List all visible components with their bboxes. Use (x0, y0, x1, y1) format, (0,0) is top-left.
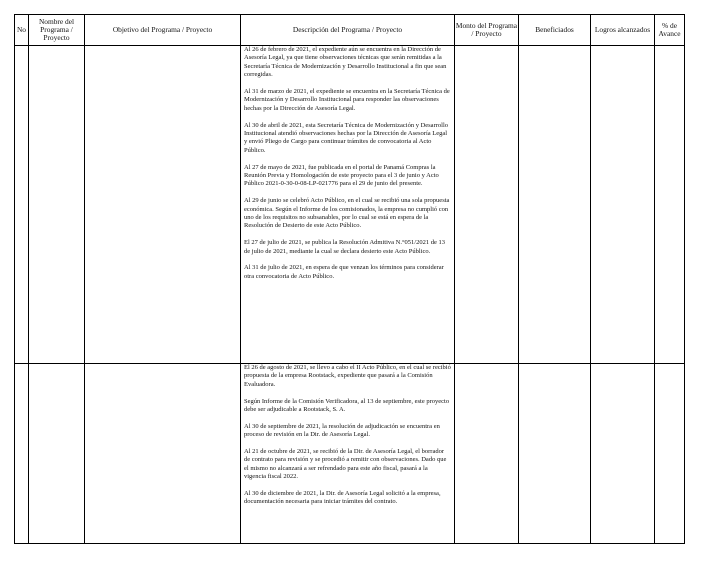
cell-logros (591, 364, 655, 544)
header-beneficiados: Beneficiados (519, 15, 591, 46)
header-nombre: Nombre del Programa / Proyecto (29, 15, 85, 46)
cell-beneficiados (519, 46, 591, 364)
description-paragraph: Al 31 de julio de 2021, en espera de que venzan los términos para considerar otra convocatoria de Acto Público. (244, 264, 444, 280)
cell-no (15, 46, 29, 364)
program-table (14, 14, 685, 544)
table-row (15, 46, 685, 364)
cell-avance (655, 364, 685, 544)
cell-monto (455, 46, 519, 364)
cell-nombre (29, 364, 85, 544)
cell-nombre (29, 46, 85, 364)
description-paragraph: Al 30 de abril de 2021, esta Secretaría Técnica de Modernización y Desarrollo Institucional atendió observaciones hechas por la Dirección de Asesoría Legal y envió Pliego de Cargo para continuar trámites de convocatoria al Acto Público. (244, 121, 449, 154)
cell-monto (455, 364, 519, 544)
cell-objetivo (85, 364, 241, 544)
cell-objetivo (85, 46, 241, 364)
description-paragraph: Al 21 de octubre de 2021, se recibió de la Dir. de Asesoría Legal, el borrador de contrato para revisión y se procedió a remitir con observaciones. Dado que el mismo no alcanzará a ser refrendado para este año fiscal, pasará a la vigencia fiscal 2022. (244, 448, 447, 481)
header-avance: % de Avance (655, 15, 685, 46)
header-row (15, 15, 685, 46)
header-descripcion: Descripción del Programa / Proyecto (241, 15, 455, 46)
header-no: No (15, 15, 29, 46)
header-monto: Monto del Programa / Proyecto (455, 15, 519, 46)
table-row (15, 364, 685, 544)
cell-logros (591, 46, 655, 364)
description-paragraph: Según Informe de la Comisión Verificadora, al 13 de septiembre, este proyecto debe ser adjudicable a Rootstack, S. A. (244, 397, 450, 414)
cell-avance (655, 46, 685, 364)
cell-descripcion (241, 364, 455, 544)
header-objetivo: Objetivo del Programa / Proyecto (85, 15, 241, 46)
header-logros: Logros alcanzados (591, 15, 655, 46)
description-paragraph: El 26 de agosto de 2021, se llevo a cabo el II Acto Público, en el cual se recibió propuesta de la empresa Rootstack, expediente que pasará a la Comisión Evaluadora. (244, 364, 451, 388)
description-paragraph: Al 29 de junio se celebró Acto Público, en el cual se recibió una sola propuesta económica. Según el Informe de los comisionados, la empresa no cumplió con uno de los requisitos no subsanables, por lo cual se está en espera de la Resolución de Desierto de este Acto Público. (244, 197, 450, 230)
cell-no (15, 364, 29, 544)
cell-descripcion (241, 46, 455, 364)
description-paragraph: Al 31 de marzo de 2021, el expediente se encuentra en la Secretaría Técnica de Modernización y Desarrollo Institucional para responder las observaciones hechas por la Dirección de Asesoría Legal. (244, 88, 450, 112)
cell-beneficiados (519, 364, 591, 544)
description-paragraph: El 27 de julio de 2021, se publica la Resolución Admitiva N.°051/2021 de 13 de julio de 2021, mediante la cual se declara desierto este Acto Público. (244, 239, 446, 255)
description-paragraph: Al 30 de septiembre de 2021, la resolución de adjudicación se encuentra en proceso de revisión en la Dir. de Asesoría Legal. (244, 422, 440, 439)
description-paragraph: Al 27 de mayo de 2021, fue publicada en el portal de Panamá Compras la Reunión Previa y Homologación de este proyecto para el 3 de junio y Acto Público 2021-0-30-0-08-LP-021776 para el 29 de junio del presente. (244, 163, 439, 188)
description-paragraph: Al 26 de febrero de 2021, el expediente aún se encuentra en la Dirección de Asesoría Legal, ya que tiene observaciones técnicas que serán remitidas a la Secretaría Técnica de Modernización y Desarrollo Institucional a fin que sean corregidas. (244, 46, 447, 79)
description-paragraph: Al 30 de diciembre de 2021, la Dir. de Asesoría Legal solicitó a la empresa, documentación necesaria para iniciar trámites del contrato. (244, 490, 441, 506)
